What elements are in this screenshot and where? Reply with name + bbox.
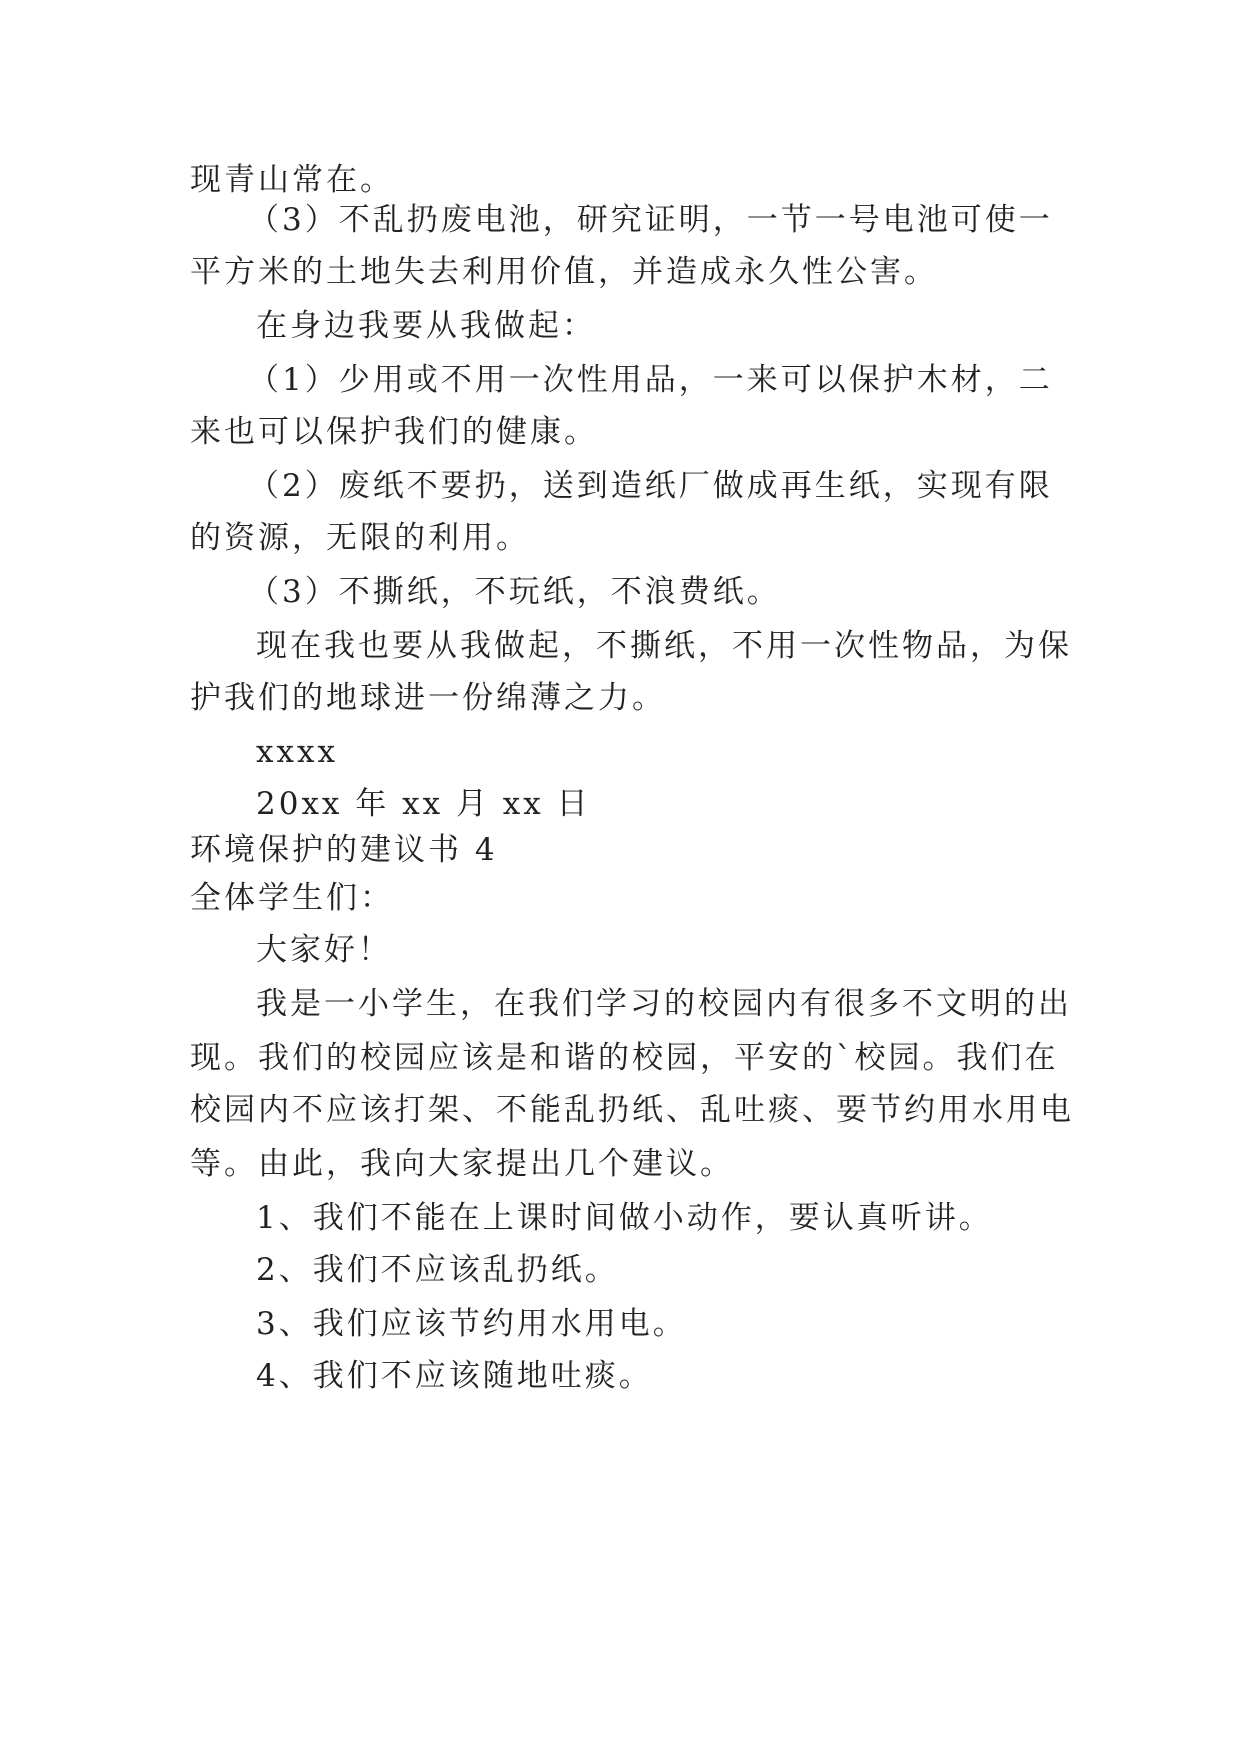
paragraph-line: 现。我们的校园应该是和谐的校园，平安的`校园。我们在	[190, 1040, 1059, 1076]
paragraph-line: 校园内不应该打架、不能乱扔纸、乱吐痰、要节约用水用电	[190, 1092, 1074, 1128]
paragraph-line: 现在我也要从我做起，不撕纸，不用一次性物品，为保	[256, 628, 1072, 664]
paragraph-line: 现青山常在。	[190, 162, 394, 198]
paragraph-line: （1）少用或不用一次性用品，一来可以保护木材，二	[248, 362, 1053, 398]
paragraph-line: 的资源，无限的利用。	[190, 520, 530, 556]
greeting: 大家好！	[256, 932, 392, 968]
paragraph-line: 平方米的土地失去利用价值，并造成永久性公害。	[190, 254, 938, 290]
list-item: 3、我们应该节约用水用电。	[256, 1306, 687, 1342]
list-item: 1、我们不能在上课时间做小动作，要认真听讲。	[256, 1200, 993, 1236]
paragraph-line: 在身边我要从我做起：	[256, 308, 596, 344]
section-title: 环境保护的建议书 4	[190, 832, 498, 868]
signature-name: xxxx	[256, 734, 338, 770]
list-item: 2、我们不应该乱扔纸。	[256, 1252, 619, 1288]
paragraph-line: 等。由此，我向大家提出几个建议。	[190, 1146, 734, 1182]
salutation: 全体学生们：	[190, 880, 394, 916]
paragraph-line: （3）不乱扔废电池，研究证明，一节一号电池可使一	[248, 202, 1053, 238]
list-item: 4、我们不应该随地吐痰。	[256, 1358, 653, 1394]
paragraph-line: 护我们的地球进一份绵薄之力。	[190, 680, 666, 716]
signature-date: 20xx 年 xx 月 xx 日	[256, 786, 591, 822]
paragraph-line: （2）废纸不要扔，送到造纸厂做成再生纸，实现有限	[248, 468, 1053, 504]
paragraph-line: 来也可以保护我们的健康。	[190, 414, 598, 450]
paragraph-line: （3）不撕纸，不玩纸，不浪费纸。	[248, 574, 781, 610]
paragraph-line: 我是一小学生，在我们学习的校园内有很多不文明的出	[256, 986, 1072, 1022]
